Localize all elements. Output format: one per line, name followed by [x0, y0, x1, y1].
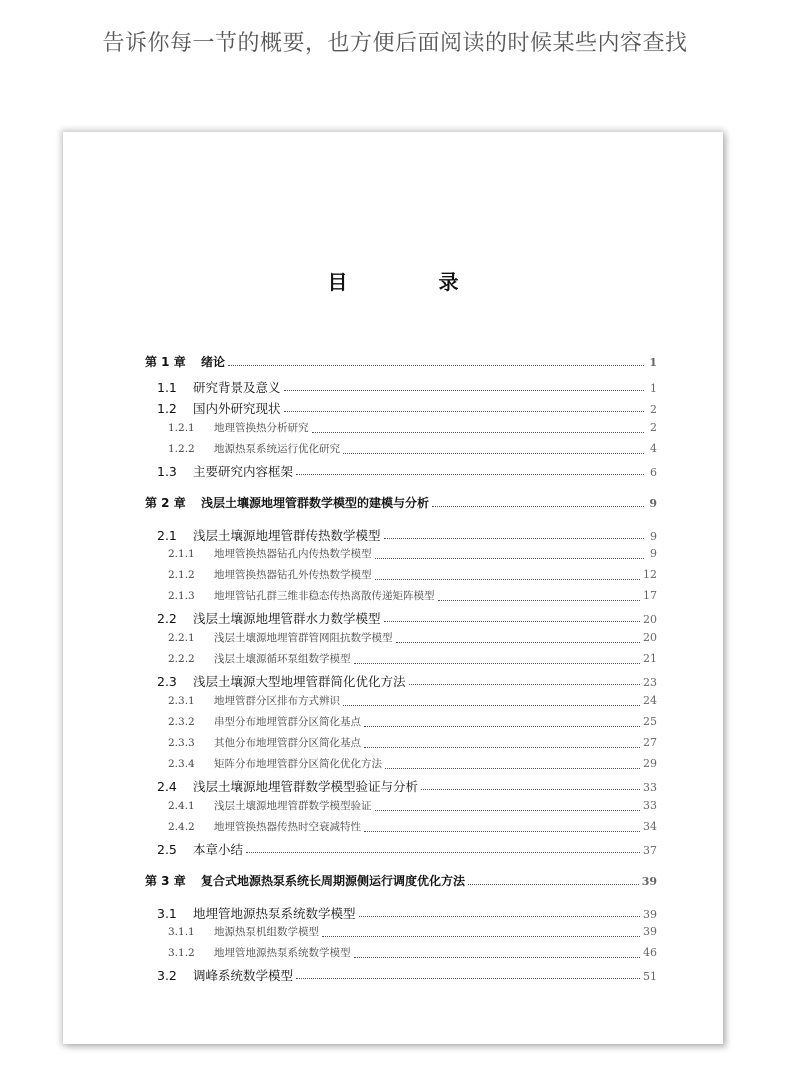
toc-entry-number: 1.2.1	[168, 422, 195, 434]
toc-entry-page: 23	[643, 676, 657, 689]
toc-entry-page: 37	[643, 844, 657, 857]
toc-entry-sub[interactable]	[145, 441, 657, 459]
dot-leader	[384, 537, 644, 539]
toc-entry-number: 1.2	[157, 401, 177, 416]
dot-leader	[296, 977, 640, 979]
toc-entry-sub[interactable]	[145, 798, 657, 816]
toc-entry-number: 1.2.2	[168, 443, 195, 455]
toc-entry-page: 1	[649, 356, 657, 369]
toc-entry-label: 主要研究内容框架	[193, 464, 294, 479]
dot-leader	[322, 935, 640, 937]
toc-entry-number: 3.1.2	[168, 947, 195, 959]
toc-entry-page: 39	[641, 875, 657, 888]
toc-entry-number: 2.3.3	[168, 737, 195, 749]
toc-entry-page: 29	[643, 757, 657, 770]
toc-entry-number: 3.1	[157, 906, 177, 921]
toc-entry-sub[interactable]	[145, 924, 657, 942]
toc-entry-label: 其他分布地埋管群分区简化基点	[214, 737, 361, 749]
toc-entry-label: 本章小结	[193, 842, 244, 857]
toc-entry-number: 2.3	[157, 674, 177, 689]
toc-entry-label: 浅层土壤源大型地埋管群简化优化方法	[193, 674, 406, 689]
toc-entry-page: 39	[643, 908, 657, 921]
toc-entry-page: 25	[643, 715, 657, 728]
dot-leader	[375, 578, 641, 580]
dot-leader	[359, 915, 640, 917]
toc-entry-number: 2.4	[157, 779, 177, 794]
toc-entry-number: 1.1	[157, 380, 177, 395]
toc-entry-label: 地埋管群分区排布方式辨识	[214, 695, 340, 707]
dot-leader	[354, 662, 641, 664]
dot-leader	[375, 557, 645, 559]
dot-leader	[385, 767, 640, 769]
toc-entry-sub[interactable]	[145, 651, 657, 669]
toc-entry-sub[interactable]	[145, 567, 657, 585]
dot-leader	[396, 641, 641, 643]
toc-entry-page: 24	[643, 694, 657, 707]
toc-entry-section[interactable]	[145, 462, 657, 480]
toc-entry-label: 复合式地源热泵系统长周期源侧运行调度优化方法	[201, 874, 466, 888]
toc-entry-label: 地埋管钻孔群三维非稳态传热离散传递矩阵模型	[214, 590, 435, 602]
toc-entry-label: 绪论	[201, 355, 226, 369]
toc-entry-page: 9	[649, 497, 657, 510]
toc-entry-label: 浅层土壤源地埋管群数学模型验证	[214, 800, 372, 812]
dot-leader	[364, 830, 640, 832]
toc-entry-page: 17	[643, 589, 657, 602]
toc-entry-page: 20	[643, 613, 657, 626]
dot-leader	[343, 704, 640, 706]
dot-leader	[409, 683, 640, 685]
toc-entry-section[interactable]	[145, 904, 657, 922]
toc-entry-page: 2	[650, 403, 657, 416]
toc-entry-number: 第 3 章	[145, 874, 186, 888]
toc-entry-label: 地理管换热分析研究	[214, 422, 309, 434]
toc-entry-section[interactable]	[145, 840, 657, 858]
toc-entry-section[interactable]	[145, 399, 657, 417]
toc-entry-sub[interactable]	[145, 756, 657, 774]
toc-entry-label: 地埋管换热器传热时空衰减特性	[214, 821, 361, 833]
toc-entry-page: 27	[643, 736, 657, 749]
dot-leader	[364, 746, 640, 748]
toc-entry-number: 2.2	[157, 611, 177, 626]
dot-leader	[375, 809, 641, 811]
toc-entry-label: 浅层土壤源地埋管群传热数学模型	[193, 528, 381, 543]
toc-entry-number: 2.1	[157, 528, 177, 543]
toc-entry-sub[interactable]	[145, 735, 657, 753]
toc-entry-label: 调峰系统数学模型	[193, 968, 294, 983]
toc-entry-sub[interactable]	[145, 630, 657, 648]
toc-entry-number: 第 1 章	[145, 355, 186, 369]
toc-entry-label: 浅层土壤源地埋管群数学模型验证与分析	[193, 779, 419, 794]
toc-entry-label: 浅层土壤源地埋管群管网阻抗数学模型	[214, 632, 393, 644]
toc-entry-chapter[interactable]	[145, 872, 657, 890]
dot-leader	[312, 431, 645, 433]
toc-entry-page: 51	[643, 970, 657, 983]
toc-entry-number: 1.3	[157, 464, 177, 479]
toc-entry-number: 2.5	[157, 842, 177, 857]
dot-leader	[284, 389, 644, 391]
toc-entry-page: 12	[643, 568, 657, 581]
toc-entry-page: 39	[643, 925, 657, 938]
dot-leader	[468, 883, 639, 885]
toc-entry-sub[interactable]	[145, 819, 657, 837]
toc-entry-number: 2.4.2	[168, 821, 195, 833]
toc-entry-section[interactable]	[145, 777, 657, 795]
toc-entry-page: 33	[643, 799, 657, 812]
toc-entry-number: 2.2.2	[168, 653, 195, 665]
toc-entry-number: 2.1.1	[168, 548, 195, 560]
toc-entry-label: 国内外研究现状	[193, 401, 281, 416]
toc-entry-number: 2.4.1	[168, 800, 195, 812]
toc-entry-number: 2.1.2	[168, 569, 195, 581]
toc-entry-sub[interactable]	[145, 945, 657, 963]
toc-entry-label: 地埋管换热器钻孔外传热数学模型	[214, 569, 372, 581]
toc-entry-page: 2	[650, 421, 657, 434]
toc-entry-label: 地埋管地源热泵系统数学模型	[193, 906, 356, 921]
toc-entry-number: 2.3.2	[168, 716, 195, 728]
dot-leader	[421, 788, 640, 790]
toc-entry-page: 9	[650, 547, 657, 560]
toc-entry-label: 浅层土壤源地埋管群数学模型的建模与分析	[201, 496, 430, 510]
dot-leader	[384, 620, 640, 622]
dot-leader	[246, 851, 640, 853]
dot-leader	[354, 956, 641, 958]
caption-text: 告诉你每一节的概要，也方便后面阅读的时候某些内容查找	[102, 31, 688, 56]
toc-entry-page: 20	[643, 631, 657, 644]
toc-entry-chapter[interactable]	[145, 353, 657, 371]
toc-entry-label: 地源热泵系统运行优化研究	[214, 443, 340, 455]
toc-entry-number: 第 2 章	[145, 496, 186, 510]
toc-entry-label: 研究背景及意义	[193, 380, 281, 395]
toc-entry-section[interactable]	[145, 609, 657, 627]
toc-entry-page: 21	[643, 652, 657, 665]
toc-entry-label: 浅层土壤源地埋管群水力数学模型	[193, 611, 381, 626]
toc-entry-section[interactable]	[145, 378, 657, 396]
toc-entry-sub[interactable]	[145, 588, 657, 606]
toc-entry-label: 浅层土壤源循环泵组数学模型	[214, 653, 351, 665]
toc-entry-number: 2.3.1	[168, 695, 195, 707]
toc-entry-number: 3.2	[157, 968, 177, 983]
toc-entry-page: 46	[643, 946, 657, 959]
dot-leader	[296, 473, 644, 475]
toc-entry-sub[interactable]	[145, 546, 657, 564]
toc-entry-page: 4	[650, 442, 657, 455]
toc-entry-label: 地埋管地源热泵系统数学模型	[214, 947, 351, 959]
toc-entry-number: 3.1.1	[168, 926, 195, 938]
toc-entry-sub[interactable]	[145, 714, 657, 732]
toc-entry-number: 2.2.1	[168, 632, 195, 644]
dot-leader	[284, 410, 644, 412]
toc-entry-number: 2.3.4	[168, 758, 195, 770]
toc-entry-section[interactable]	[145, 672, 657, 690]
dot-leader	[228, 364, 644, 366]
dot-leader	[343, 452, 644, 454]
toc-entry-label: 地埋管换热器钻孔内传热数学模型	[214, 548, 372, 560]
toc-entry-number: 2.1.3	[168, 590, 195, 602]
toc-title: 目 录	[327, 270, 501, 294]
toc-entry-section[interactable]	[145, 526, 657, 544]
toc-entry-sub[interactable]	[145, 420, 657, 438]
toc-entry-page: 33	[643, 781, 657, 794]
toc-entry-section[interactable]	[145, 966, 657, 984]
toc-entry-page: 6	[650, 466, 657, 479]
toc-entry-page: 1	[650, 382, 657, 395]
dot-leader	[364, 725, 640, 727]
dot-leader	[432, 505, 644, 507]
dot-leader	[438, 599, 641, 601]
toc-entry-label: 串型分布地埋管群分区简化基点	[214, 716, 361, 728]
toc-entry-page: 9	[650, 530, 657, 543]
toc-entry-sub[interactable]	[145, 693, 657, 711]
toc-entry-label: 矩阵分布地埋管群分区简化优化方法	[214, 758, 382, 770]
toc-entry-page: 34	[643, 820, 657, 833]
toc-entry-chapter[interactable]	[145, 494, 657, 512]
document-page	[63, 132, 723, 1044]
toc-entry-label: 地源热泵机组数学模型	[214, 926, 319, 938]
